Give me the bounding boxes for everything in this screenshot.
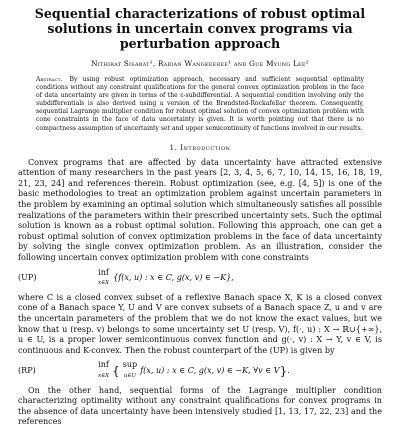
paragraph-1: Convex programs that are affected by data uncertainty have attracted extensive attention of many researchers in the past years [2, 3, 4, 5, 6, 7, 10, 14, 15, 16, 18, 19, 21, 23, 24] and references therein. Robust optimization (see, e.g. [4, 5]) is one of the basic methodologies to treat an optimization problem against uncertain parameters in the problem by examining an optimal solution which simultaneously satisfies all possible realizations of the parameters within their prescribed uncertainty sets. Such the optimal solution is known as a robust optimal solution. Following this approach, one can get a robust optimal solution of convex optimization problems in the face of data uncertainty by solving the single convex optimization problem. As an illustration, consider the following uncertain convex optimization problem with cone constraints <box>18 157 382 262</box>
equation-rp-tag: (RP) <box>18 365 36 375</box>
equation-up <box>18 268 382 289</box>
section-heading: 1. Introduction <box>169 142 231 152</box>
equation-rp-expression: f(x, u) : x ∈ C, g(x, v) ∈ −K, ∀v ∈ V <box>140 365 280 375</box>
abstract <box>36 76 364 133</box>
equation-up-operator: inf <box>98 267 109 277</box>
abstract-text: By using robust optimization approach, necessary and sufficient sequential optimality conditions without any constraint qualifications for the general convex optimization problem in the face of data uncertainty are given in terms of the ε-subdifferential. A sequential condition involving only the subdifferentials is also derived using a version of the Brøndsted-Rockafellar theorem. Consequently, sequential Lagrange multiplier condition for robust optimal solution of convex optimization problem with cone constraints in the face of data uncertainty is given. It is worth pointing out that there is no compactness assumption of uncertainty set and upper semicontinuity of functions involved in our results. <box>36 76 365 132</box>
author-list: Nithirat Sisarat¹, Rabian Wangkeeree¹ and Gue Myung Lee² <box>91 59 309 68</box>
abstract-label: Abstract. <box>36 76 63 83</box>
equation-rp-subscript: x∈X <box>98 372 110 379</box>
equation-rp-tail: . <box>287 365 290 375</box>
paragraph-2: where C is a closed convex subset of a reflexive Banach space X, K is a closed convex cone of a Banach space Y, U and V are convex subsets of a Banach space Z, u and v are the uncertain parameters of the problem that we do not know the exact values, but we know that u (resp. v) belongs to some uncertainty set U (resp. V), f(·, u) : X → ℝ∪{+∞}, u ∈ U, is a proper lower semicontinuous convex function and g(·, v) : X → Y, v ∈ V, is continuous and K-convex. Then the robust counterpart of the (UP) is given by <box>18 292 382 355</box>
body-text <box>18 158 382 428</box>
equation-rp-inner-operator: sup <box>122 360 138 370</box>
equation-rp <box>18 360 382 381</box>
equation-rp-inner-subscript: u∈U <box>123 372 137 379</box>
equation-up-expression: {f(x, u) : x ∈ C, g(x, v) ∈ −K}, <box>113 272 234 282</box>
open-brace: { <box>112 363 120 378</box>
equation-rp-operator: inf <box>98 360 109 370</box>
equation-up-subscript: x∈X <box>98 280 110 287</box>
paragraph-3: On the other hand, sequential forms of the Lagrange multiplier condition characterizing optimality without any constraint qualifications for convex programs in the absence of data uncertainty have been intensively studied [1, 13, 17, 22, 23] and the references <box>18 385 382 427</box>
close-brace: } <box>279 363 288 378</box>
paper-title: Sequential characterizations of robust optimal solutions in uncertain convex programs via perturbation approach <box>34 6 366 51</box>
equation-up-tag: (UP) <box>18 272 37 282</box>
